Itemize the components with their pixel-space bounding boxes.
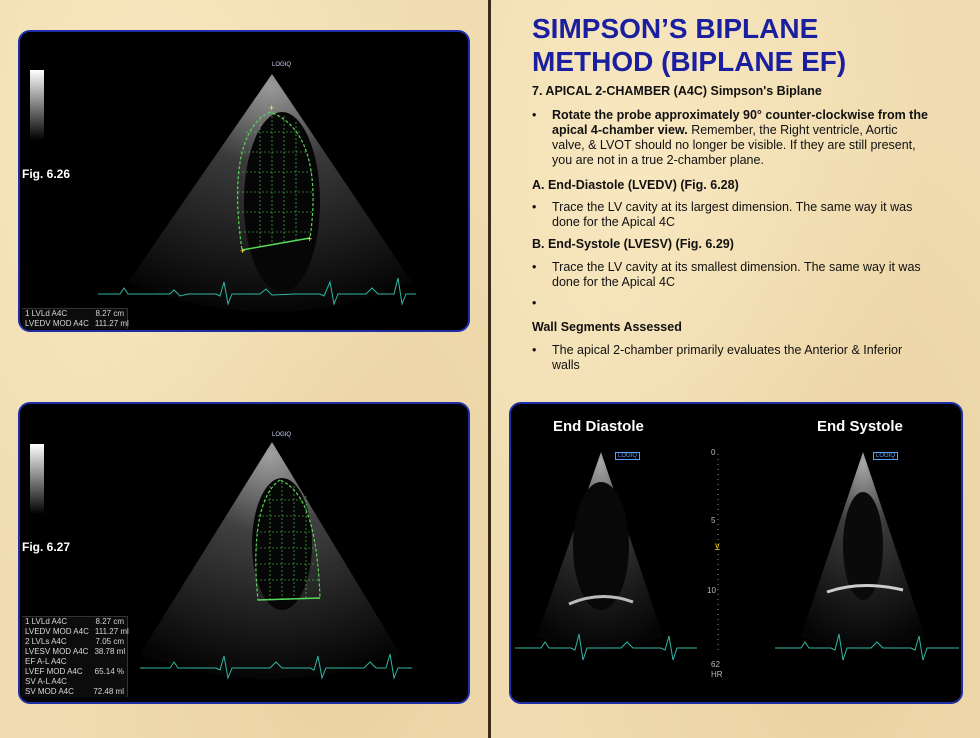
fig-6-26-label: Fig. 6.26 <box>22 167 71 181</box>
diastole-lv-cavity <box>573 482 629 610</box>
measurement-row: EF A-L A4C <box>25 657 67 666</box>
measurement-row: 1 LVLd A4C 8.27 cm <box>25 309 124 318</box>
end-diastole-title: End Diastole <box>553 418 644 435</box>
fig-6-26-ultrasound <box>20 32 470 332</box>
fig-6-27-label: Fig. 6.27 <box>22 540 71 554</box>
focus-marker: ⊻ <box>714 542 721 552</box>
comparison-ultrasound <box>511 404 963 704</box>
logiq-logo: LOGIQ <box>272 62 292 68</box>
fig-6-27-panel <box>18 402 470 704</box>
measurement-row: 1 LVLd A4C 8.27 cm <box>25 617 124 626</box>
measurement-table <box>22 616 128 697</box>
fig-6-26-panel <box>18 30 470 332</box>
scale-label-10: 10 <box>707 586 716 595</box>
logiq-logo: LOGIQ <box>272 432 292 438</box>
measurement-row: LVEDV MOD A4C 111.27 ml <box>25 319 129 328</box>
annulus-marker-left: + <box>240 246 246 256</box>
lv-cavity <box>244 112 320 292</box>
page-title: SIMPSON’S BIPLANE METHOD (BIPLANE EF) <box>532 13 847 77</box>
measurement-table <box>22 308 128 329</box>
heart-rate-label: HR <box>711 670 723 679</box>
measurement-row: LVESV MOD A4C 38.78 ml <box>25 647 126 656</box>
systole-lv-cavity <box>843 492 883 600</box>
apex-marker: + <box>269 103 275 113</box>
grayscale-bar <box>30 70 44 140</box>
grayscale-bar <box>30 444 44 514</box>
subheading-end-systole: B. End-Systole (LVESV) (Fig. 6.29) <box>532 237 734 251</box>
heart-rate-value: 62 <box>711 660 720 669</box>
measurement-row: LVEF MOD A4C 65.14 % <box>25 667 124 676</box>
measurement-row: LVEDV MOD A4C 111.27 ml <box>25 627 129 636</box>
subheading-end-diastole: A. End-Diastole (LVEDV) (Fig. 6.28) <box>532 178 739 192</box>
measurement-row: 2 LVLs A4C 7.05 cm <box>25 637 124 646</box>
logiq-logo-diastole: LOGIQ <box>615 452 640 460</box>
measurement-row: SV MOD A4C 72.48 ml <box>25 687 124 696</box>
scale-label-0: 0 <box>711 448 716 457</box>
measurement-row: SV A-L A4C <box>25 677 67 686</box>
logiq-logo-systole: LOGIQ <box>873 452 898 460</box>
wall-segments-heading: Wall Segments Assessed <box>532 320 682 334</box>
end-systole-title: End Systole <box>817 418 903 435</box>
diastole-systole-panel <box>509 402 963 704</box>
scale-label-5: 5 <box>711 516 716 525</box>
annulus-marker-right: + <box>307 234 313 244</box>
section-heading: 7. APICAL 2-CHAMBER (A4C) Simpson's Biplane <box>532 84 822 98</box>
